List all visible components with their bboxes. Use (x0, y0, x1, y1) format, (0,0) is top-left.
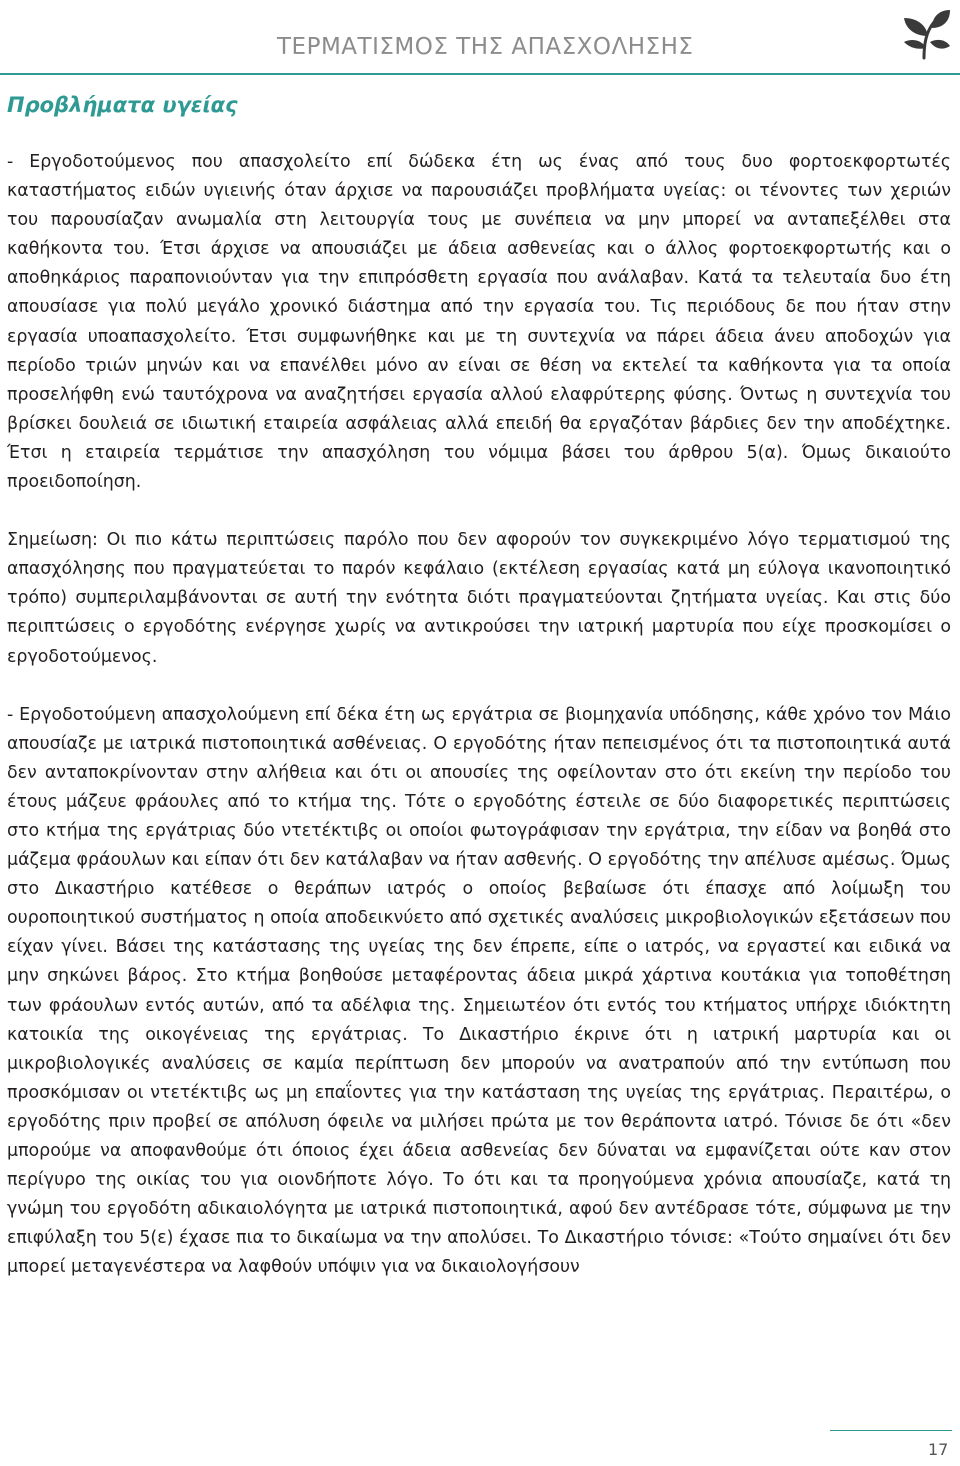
paragraph-note: Σημείωση: Οι πιο κάτω περιπτώσεις παρόλο που δεν αφορούν τον συγκεκριμένο λόγο τερματισμού της απασχόλησης που πραγματεύεται το παρόν κεφάλαιο (εκτέλεση εργασίας κατά μη εύλογα ικανοποιητικό τρόπο) συμπεριλαμβάνονται σε αυτή την ενότητα διότι πραγματεύονται ζητήματα υγείας. Και στις δύο περιπτώσεις ο εργοδότης ενέργησε χωρίς να αντικρούσει την ιατρική μαρτυρία που είχε προσκομίσει ο εργοδοτούμενος. (7, 530, 951, 667)
page-number: 17 (928, 1440, 949, 1459)
section-heading: Προβλήματα υγείας (7, 93, 238, 117)
header-divider (0, 73, 960, 75)
running-header-title: ΤΕΡΜΑΤΙΣΜΟΣ ΤΗΣ ΑΠΑΣΧΟΛΗΣΗΣ (277, 34, 694, 60)
paragraph-case-2: - Εργοδοτούμενη απασχολούμενη επί δέκα έτη ως εργάτρια σε βιομηχανία υπόδησης, κάθε χρόνο τον Μάιο απουσίαζε με ιατρικά πιστοποιητικά ασθένειας. Ο εργοδότης ήταν πεπεισμένος ότι τα πιστοποιητικά αυτά δεν ανταποκρίνονταν στην αλήθεια και ότι οι απουσίες της οφείλονταν στο ότι εκείνη την περίοδο του έτους μάζευε φράουλες από το κτήμα της. Τότε ο εργοδότης έστειλε σε δύο διαφορετικές περιπτώσεις στο κτήμα της εργάτριας δύο ντετέκτιβς οι οποίοι φωτογράφισαν την εργάτρια, την είδαν να βοηθά στο μάζεμα φράουλων και είπαν ότι δεν κατάλαβαν να ήταν ασθενής. Ο εργοδότης την απέλυσε αμέσως. Όμως στο Δικαστήριο κατέθεσε ο θεράπων ιατρός ο οποίος βεβαίωσε ότι έπασχε από λοίμωξη του ουροποιητικού συστήματος η οποία αποδεικνύετο από σχετικές αναλύσεις μικροβιολογικών εξετάσεων που είχαν γίνει. Βάσει της κατάστασης της υγείας της δεν έπρεπε, είπε ο ιατρός, να εργαστεί και ειδικά να μην σηκώνει βάρος. Στο κτήμα βοηθούσε μεταφέροντας άδεια μικρά χάρτινα κουτάκια για τοποθέτηση των φράουλων εντός αυτών, από τα αδέλφια της. Σημειωτέον ότι εντός του κτήματος υπήρχε ιδιόκτητη κατοικία της οικογένειας της εργάτριας. Το Δικαστήριο έκρινε ότι η ιατρική μαρτυρία και οι μικροβιολογικές αναλύσεις σε καμία περίπτωση δεν μπορούν να ανατραπούν από την εντύπωση που προσκόμισαν οι ντετέκτιβς ως μη επαΐοντες για την κατάσταση της υγείας της εργάτριας. Περαιτέρω, ο εργοδότης πριν προβεί σε απόλυση όφειλε να μιλήσει πρώτα με τον θεράποντα ιατρό. Τόνισε δε ότι «δεν μπορούμε να αποφανθούμε ότι όποιος έχει άδεια ασθενείας δεν δύναται να εμφανίζεται ούτε καν στον περίγυρο της οικίας του για οιονδήποτε λόγο. Το ότι και τα προηγούμενα χρόνια απουσίαζε, κατά τη γνώμη του εργοδότη αδικαιολόγητα με ιατρικά πιστοποιητικά, αφού δεν αντέδρασε τότε, σύμφωνα με την επιφύλαξη του 5(ε) έχασε πια το δικαίωμα να την απολύσει. Το Δικαστήριο τόνισε: «Τούτο σημαίνει ότι δεν μπορεί μεταγενέστερα να λαφθούν υπόψιν για να δικαιολογήσουν (7, 704, 951, 1278)
body-text (7, 148, 951, 1282)
footer-divider (830, 1430, 952, 1431)
leaf-logo-icon (898, 6, 952, 62)
paragraph-case-1: - Εργοδοτούμενος που απασχολείτο επί δώδεκα έτη ως ένας από τους δυο φορτοεκφορτωτές καταστήματος ειδών υγιεινής όταν άρχισε να παρουσιάζει προβλήματα υγείας: οι τένοντες των χεριών του παρουσίαζαν ανωμαλία στη λειτουργία τους με συνέπεια να μην μπορεί να ανταπεξέλθει στα καθήκοντα του. Έτσι άρχισε να απουσιάζει με άδεια ασθενείας και ο άλλος φορτοεκφορτωτής και ο αποθηκάριος παραπονιούνταν για την επιπρόσθετη εργασία που ανάλαβαν. Κατά τα τελευταία δυο έτη απουσίασε για πολύ μεγάλο χρονικό διάστημα από την εργασία του. Τις περιόδους δε που ήταν στην εργασία υποαπασχολείτο. Έτσι συμφωνήθηκε και με τη συντεχνία να πάρει άδεια άνευ αποδοχών για περίοδο τριών μηνών και να επανέλθει μόνο αν είναι σε θέση να εκτελεί τα καθήκοντα για τα οποία προσελήφθη ενώ ταυτόχρονα να αναζητήσει εργασία αλλού ελαφρύτερης φύσης. Όντως η συντεχνία του βρίσκει δουλειά σε ιδιωτική εταιρεία ασφάλειας αλλά επειδή θα εργαζόταν βάρδιες δεν την αποδέχτηκε. Έτσι η εταιρεία τερμάτισε την απασχόληση του νόμιμα βάσει του άρθρου 5(α). Όμως δικαιούτο προειδοποίηση. (7, 152, 951, 493)
